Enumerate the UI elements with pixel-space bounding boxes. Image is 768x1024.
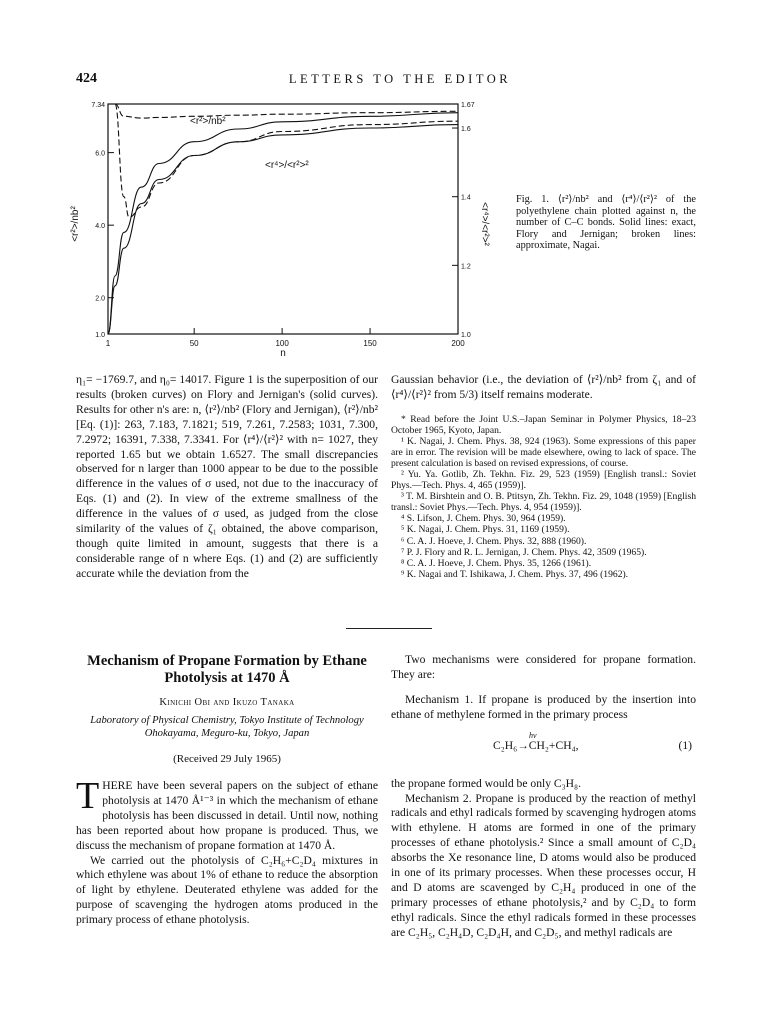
x-tick-label: 1 <box>105 339 111 348</box>
footnote-item: ⁹ K. Nagai and T. Ishikawa, J. Chem. Phys. 37, 496 (1962). <box>401 568 629 580</box>
article-body-right <box>391 653 696 941</box>
footnote-item: ⁷ P. J. Flory and R. L. Jernigan, J. Chem. Phys. 42, 3509 (1965). <box>401 546 647 558</box>
article-paragraph <box>76 775 378 854</box>
series-line-1 <box>115 104 458 118</box>
footnote-item: * Read before the Joint U.S.–Japan Seminar in Polymer Physics, 18–23 October 1965, Kyoto, Japan. <box>391 414 696 437</box>
footnote-item: ⁵ K. Nagai, J. Chem. Phys. 31, 1169 (1959). <box>401 524 570 536</box>
right-column-text <box>391 373 696 403</box>
right-tick-label: 1.6 <box>461 126 471 134</box>
x-tick-label: 50 <box>189 339 199 348</box>
right-tick-label: 1.2 <box>461 263 471 271</box>
equation-text: C₂H₆→CH₂+CH₄, <box>493 738 579 752</box>
right-tick-label: 1.67 <box>461 102 475 109</box>
left-axis-label: <r²>/nb² <box>70 206 81 242</box>
plot-frame <box>108 104 458 334</box>
curve-label-lower: <r⁴>/<r²>² <box>265 160 309 171</box>
right-tick-label: 1.0 <box>461 332 471 339</box>
x-tick-label: 150 <box>363 339 377 348</box>
section-divider <box>346 628 432 629</box>
received-date: (Received 29 July 1965) <box>173 753 281 765</box>
footnote-item: ⁸ C. A. J. Hoeve, J. Chem. Phys. 35, 1266 (1961). <box>401 557 592 569</box>
right-column-paragraph: Gaussian behavior (i.e., the deviation of ⟨r²⟩/nb² from ζ₁ and of ⟨r⁴⟩/⟨r²⟩² from 5/3) itself remains moderate. <box>391 373 696 401</box>
article-affiliation: Laboratory of Physical Chemistry, Tokyo Institute of Technology Ohokayama, Meguro-ku, Tokyo, Japan <box>90 715 364 740</box>
article-body-left <box>76 775 378 928</box>
paragraph-text: HERE have been several papers on the subject of ethane photolysis at 1470 Å¹⁻³ in which the mechanism of ethane photolysis has been discussed in detail. Until now, nothing has been reported about how propane is produced. Thus, we discuss the mechanism of propane formation at 1470 Å. <box>76 779 378 852</box>
left-column-text <box>76 373 378 582</box>
left-tick-label: 4.0 <box>95 223 105 231</box>
equation-1 <box>391 729 696 773</box>
footnote-item: ² Yu. Ya. Gotlib, Zh. Tekhn. Fiz. 29, 523 (1959) [English transl.: Soviet Phys.—Tech. Phys. 4, 465 (1959)]. <box>391 469 696 492</box>
x-tick-label: 200 <box>451 339 465 348</box>
page-number: 424 <box>76 71 97 86</box>
series-line-2 <box>108 125 458 334</box>
curve-label-upper: <r²>/nb² <box>190 116 226 127</box>
curves <box>108 104 458 334</box>
equation-hv: hν <box>529 730 537 740</box>
equation-number: (1) <box>678 738 692 752</box>
footnote-item: ⁴ S. Lifson, J. Chem. Phys. 30, 964 (1959). <box>401 513 566 525</box>
axis-ticks <box>108 104 458 334</box>
left-tick-label: 7.34 <box>91 102 105 109</box>
footnote-item: ⁶ C. A. J. Hoeve, J. Chem. Phys. 32, 888 (1960). <box>401 535 587 547</box>
x-tick-label: 100 <box>275 339 289 348</box>
figure-chart <box>60 96 500 361</box>
article-paragraph: Mechanism 2. Propane is produced by the reaction of methyl radicals and ethyl radicals formed by scavenging hydrogen atoms with ethylene. H atoms are formed in one of the primary processes of ethane photolysis.² Since a small amount of C₂D₄ absorbs the Xe resonance line, D atoms would also be produced in one of its primary processes. When these processes occur, H and D atoms are scavenged by C₂H₄ produced in one of the primary processes of ethane photolysis,² and by C₂D₄ to form ethyl radicals. Since the ethyl radicals formed in these processes are C₂H₅, C₂H₄D, C₂D₄H, and C₂D₅, and methyl radicals are <box>391 791 696 939</box>
right-tick-label: 1.4 <box>461 194 471 202</box>
article-paragraph: Mechanism 1. If propane is produced by the insertion into ethane of methylene formed in the primary process <box>391 692 696 721</box>
article-paragraph: We carried out the photolysis of C₂H₆+C₂D₄ mixtures in which ethylene was about 1% of ethane to reduce the absorption of light by ethylene. Deuterated ethylene was added for the purpose of scavenging the hydrogen atoms produced in the primary process of ethane photolysis. <box>76 853 378 927</box>
left-tick-label: 6.0 <box>95 150 105 158</box>
right-axis-label: <r⁴>/<r²>² <box>479 202 490 246</box>
tick-labels <box>91 102 474 348</box>
figure-caption: Fig. 1. ⟨r²⟩/nb² and ⟨r⁴⟩/⟨r²⟩² of the polyethylene chain plotted against n, the number of C–C bonds. Solid lines: exact, Flory and Jernigan; broken lines: approximate, Nagai. <box>516 194 696 251</box>
article-paragraph: Two mechanisms were considered for propane formation. They are: <box>391 653 696 681</box>
series-line-0 <box>108 113 458 334</box>
article-paragraph: the propane formed would be only C₃H₈. <box>391 776 582 790</box>
left-tick-label: 2.0 <box>95 295 105 303</box>
article-title: Mechanism of Propane Formation by Ethane Photolysis at 1470 Å <box>87 653 367 686</box>
footnotes <box>391 414 696 580</box>
footnote-item: ³ T. M. Birshtein and O. B. Ptitsyn, Zh. Tekhn. Fiz. 29, 1048 (1959) [English transl.: Soviet Phys.—Tech. Phys. 4, 954 (1959)]. <box>391 491 696 514</box>
drop-cap: T <box>76 775 100 817</box>
x-axis-label: n <box>280 348 286 359</box>
footnote-item: ¹ K. Nagai, J. Chem. Phys. 38, 924 (1963). Some expressions of this paper are in error. The revision will be made elsewhere, owing to lack of space. The present calculation is based on revised expressions, of course. <box>391 436 696 470</box>
left-column-paragraph: η₁= −1769.7, and η₀= 14017. Figure 1 is the superposition of our results (broken curves) on Flory and Jernigan's (solid curves). Results for other n's are: n, ⟨r²⟩/nb² (Flory and Jernigan), ⟨r²⟩/nb² [Eq. (1)]: 263, 7.183, 7.1821; 519, 7.261, 7.2583; 1031, 7.300, 7.2972; 16391, 7.338, 7.3341. For ⟨r⁴⟩/⟨r²⟩² with n= 1027, they reported 1.65 but we obtain 1.6527. The small discrepancies observed for n larger than 1000 appear to be due to the possible difference in the values of σ used, not due to the inaccuracy of Eqs. (1) and (2). In view of the extreme smallness of the difference in the values of σ used, as judged from the close similarity of the values of ζ₁ obtained, the above comparison, though quite limited in amount, suggests that there is a considerable range of n where Eqs. (1) and (2) are sufficiently accurate while the deviation from the <box>76 373 378 580</box>
article-authors: Kinichi Obi and Ikuzo Tanaka <box>159 697 295 708</box>
left-tick-label: 1.0 <box>95 332 105 339</box>
running-head: LETTERS TO THE EDITOR <box>288 72 512 86</box>
